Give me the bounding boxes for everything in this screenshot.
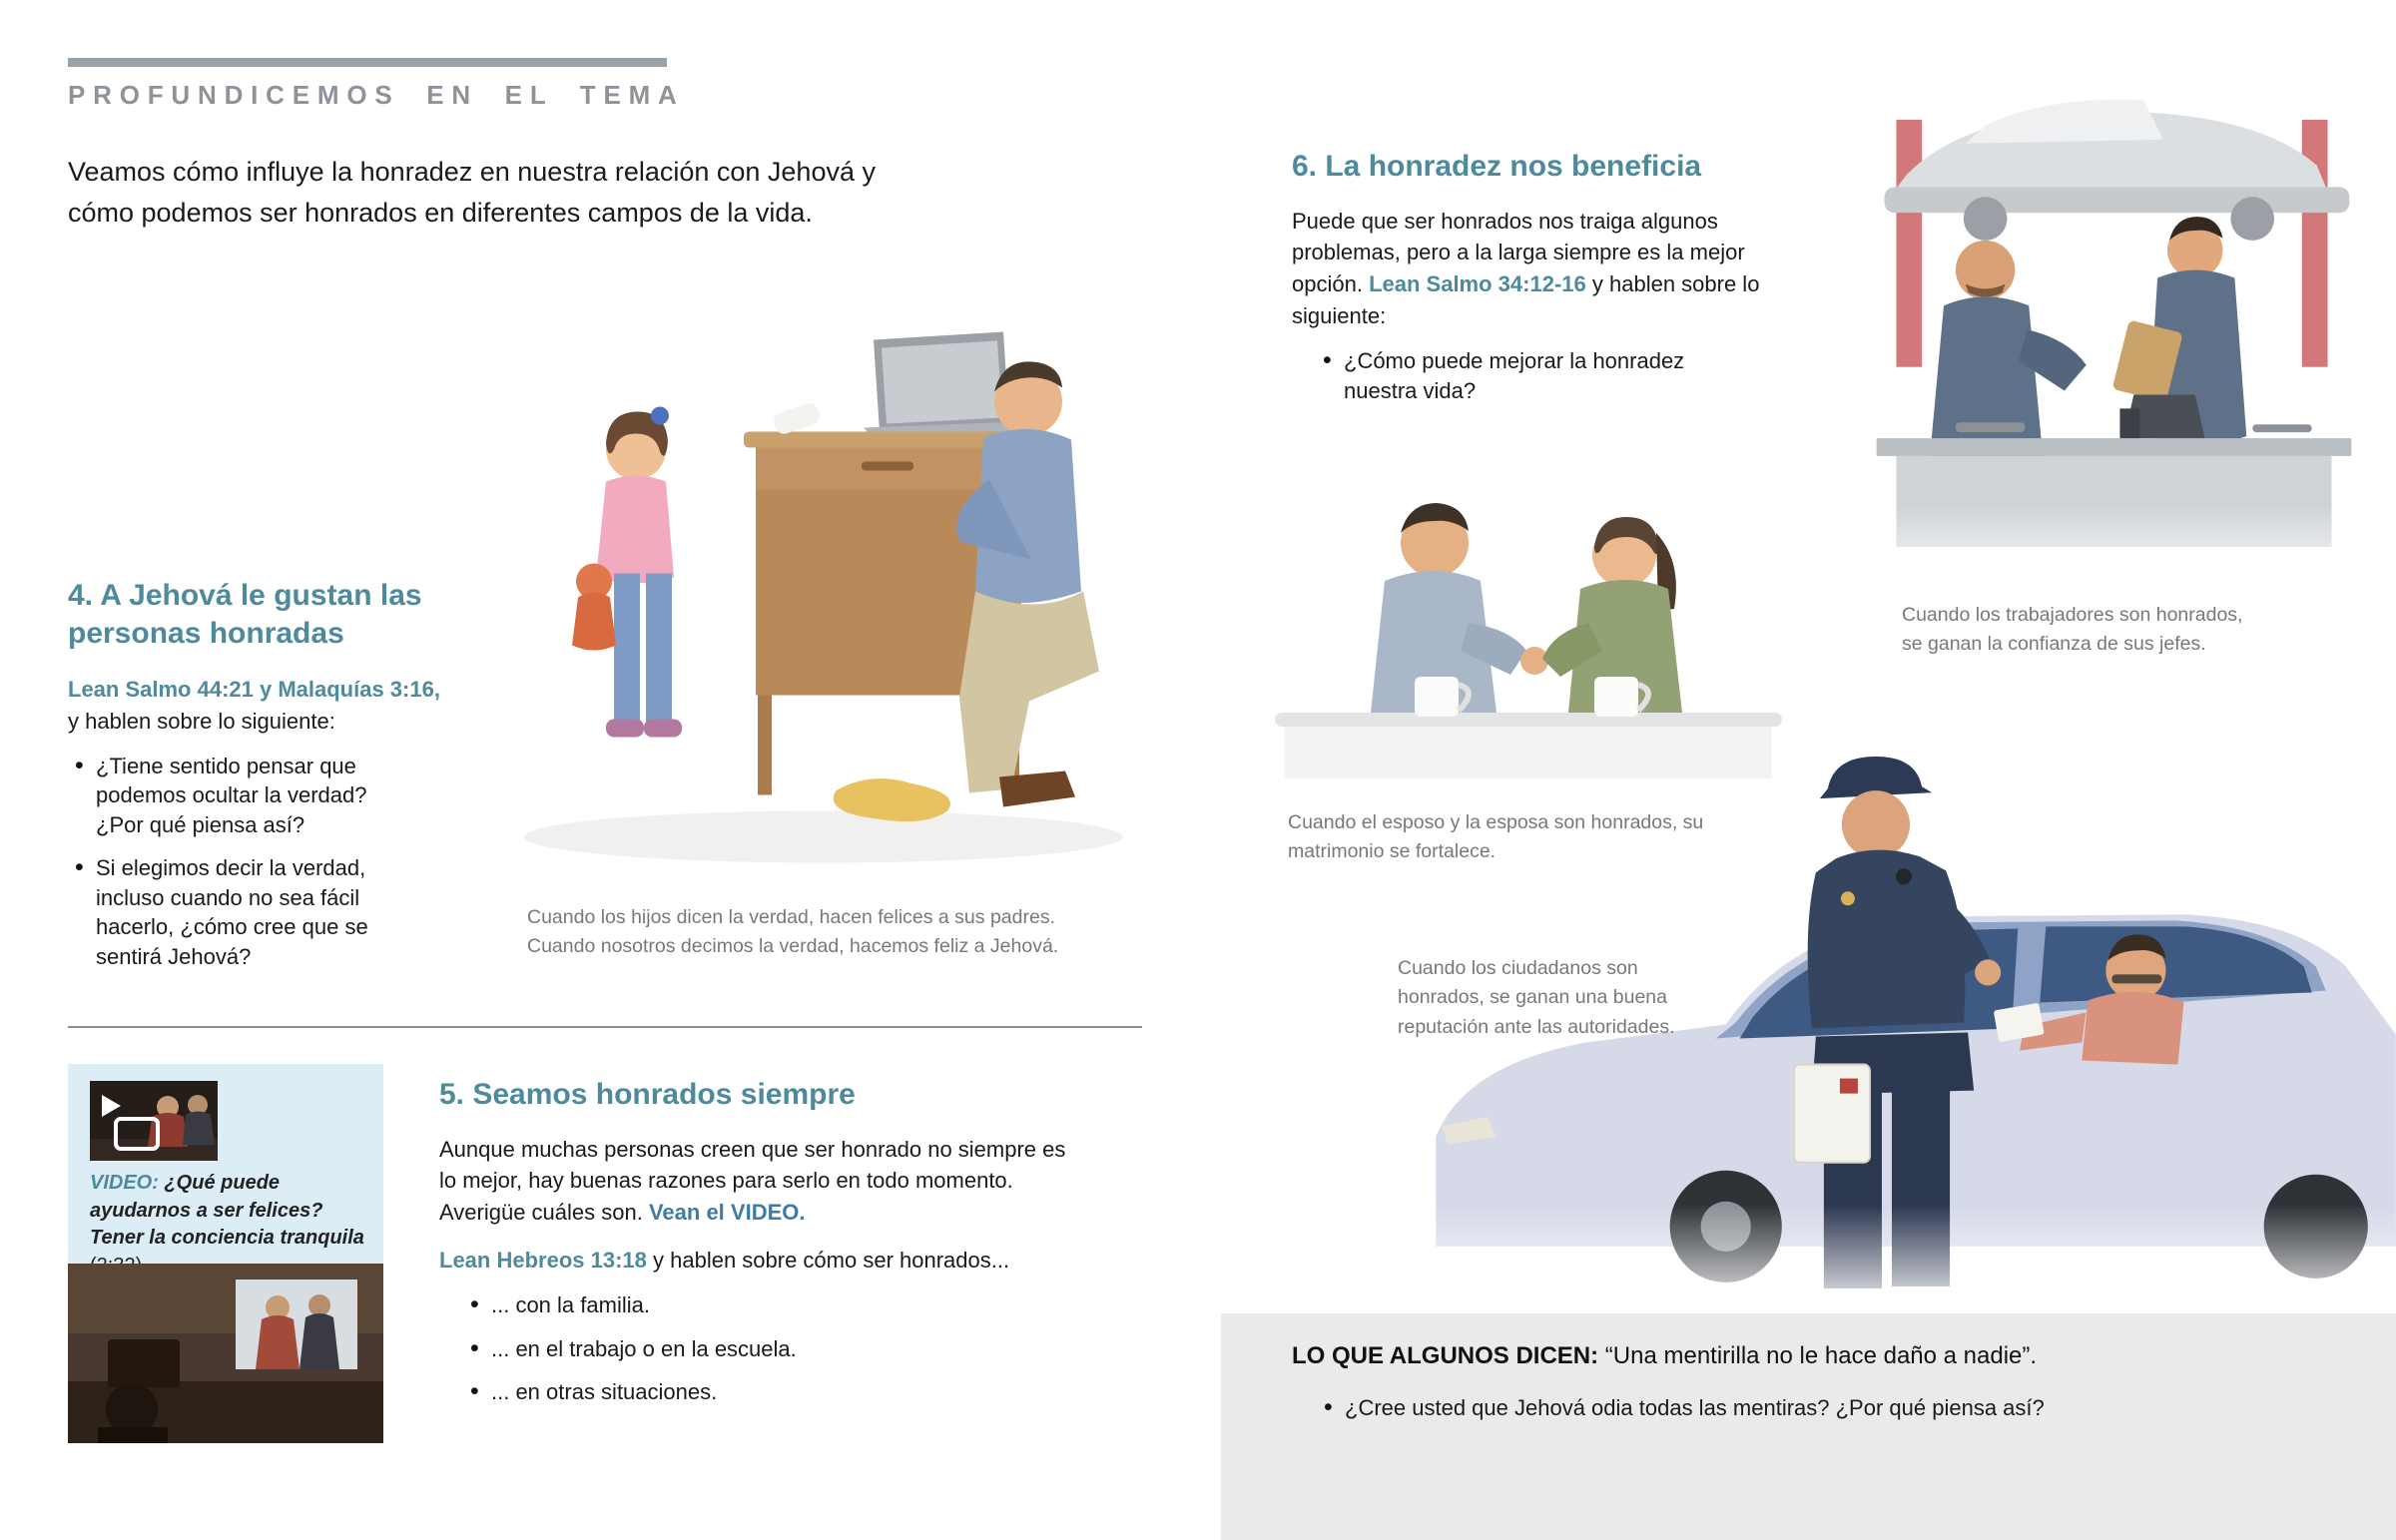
bullet-text: ... con la familia.: [491, 1292, 650, 1318]
bullet-item: [463, 1334, 1098, 1363]
lesson-5-scripture-rest: y hablen sobre cómo ser honrados...: [653, 1248, 1010, 1274]
intro-paragraph: Veamos cómo influye la honradez en nuestra relación con Jehová y cómo podemos ser honrados en diferentes campos de la vida.: [68, 157, 876, 228]
bullet-item: [68, 752, 397, 839]
lesson-5-scripture-line: [439, 1245, 1098, 1277]
what-some-say-quote: “Una mentirilla no le hace daño a nadie”.: [1604, 1342, 2038, 1369]
section-divider: [68, 1026, 1142, 1028]
caption-couple: Cuando el esposo y la esposa son honrados, su matrimonio se fortalece.: [1288, 811, 1704, 863]
lesson-5: [439, 1076, 1098, 1406]
lesson-4: [68, 577, 439, 971]
bullet-text: ... en el trabajo o en la escuela.: [491, 1335, 797, 1361]
lesson-5-title: 5. Seamos honrados siempre: [439, 1078, 856, 1111]
scripture-link-salmo-34[interactable]: Lean Salmo 34:12-16: [1369, 271, 1586, 297]
lesson-4-scripture-line: [68, 674, 447, 738]
bullet-item: [463, 1290, 1098, 1319]
caption-police: Cuando los ciudadanos son honrados, se ganan una buena reputación ante las autoridades.: [1398, 957, 1675, 1038]
bullet-item: [463, 1377, 1098, 1406]
lesson-6-paragraph-before: Puede que ser honrados nos traiga algunos problemas, pero a la larga siempre es la mejor opción.: [1292, 208, 1745, 297]
lesson-4-scripture-rest: y hablen sobre lo siguiente:: [68, 708, 335, 734]
lesson-6-paragraph: [1292, 206, 1783, 333]
illustration-father-daughter: [444, 277, 1143, 896]
illustration-mechanics: [1837, 78, 2386, 597]
bullet-text: ... en otras situaciones.: [491, 1379, 718, 1404]
video-thumbnail-large[interactable]: [68, 1264, 383, 1443]
bullet-text: ¿Cómo puede mejorar la honradez nuestra vida?: [1344, 348, 1685, 403]
bullet-item: [1316, 346, 1725, 405]
lesson-4-bullets: [68, 752, 397, 971]
kicker-bar: [68, 58, 667, 67]
father-daughter-scene-image: [444, 277, 1143, 896]
video-box: [68, 1064, 383, 1266]
bullet-text: ¿Cree usted que Jehová odia todas las mentiras? ¿Por qué piensa así?: [1345, 1395, 2045, 1420]
section-kicker: PROFUNDICEMOS EN EL TEMA: [68, 80, 685, 110]
lesson-6-title: 6. La honradez nos beneficia: [1292, 150, 1702, 183]
bullet-text: ¿Tiene sentido pensar que podemos ocultar la verdad? ¿Por qué piensa así?: [96, 753, 367, 837]
what-some-say-label: LO QUE ALGUNOS DICEN:: [1292, 1342, 1599, 1369]
scripture-link-hebreos-13[interactable]: Lean Hebreos 13:18: [439, 1248, 647, 1274]
lesson-6: [1292, 148, 1851, 405]
bullet-item: [68, 853, 397, 971]
bullet-item: [1317, 1393, 2303, 1422]
what-some-say-box: [1221, 1313, 2396, 1540]
video-thumbnail-small[interactable]: [90, 1081, 218, 1161]
lesson-5-bullets: [463, 1290, 1098, 1406]
lesson-4-title: 4. A Jehová le gustan las personas honradas: [68, 579, 422, 650]
lesson-6-bullets: [1316, 346, 1725, 405]
bullet-text: Si elegimos decir la verdad, incluso cuando no sea fácil hacerlo, ¿cómo cree que se sentirá Jehová?: [96, 855, 368, 969]
caption-mechanics: Cuando los trabajadores son honrados, se ganan la confianza de sus jefes.: [1902, 604, 2243, 656]
lesson-6-paragraph-after: y hablen sobre lo siguiente:: [1292, 271, 1760, 329]
lesson-5-paragraph: [439, 1134, 1086, 1230]
watch-video-link[interactable]: Vean el VIDEO.: [648, 1200, 806, 1226]
caption-father-daughter: Cuando los hijos dicen la verdad, hacen felices a sus padres. Cuando nosotros decimos la verdad, hacemos feliz a Jehová.: [527, 906, 1059, 958]
video-label: VIDEO:: [90, 1172, 159, 1194]
lesson-5-paragraph-text: Aunque muchas personas creen que ser honrado no siempre es lo mejor, hay buenas razones para serlo en todo momento. Averigüe cuáles son.: [439, 1136, 1066, 1226]
video-title: ¿Qué puede ayudarnos a ser felices? Tener la conciencia tranquila: [90, 1172, 364, 1250]
what-some-say-line: [1292, 1339, 2340, 1373]
scripture-link-salmo-44[interactable]: Lean Salmo 44:21 y Malaquías 3:16,: [68, 677, 440, 702]
